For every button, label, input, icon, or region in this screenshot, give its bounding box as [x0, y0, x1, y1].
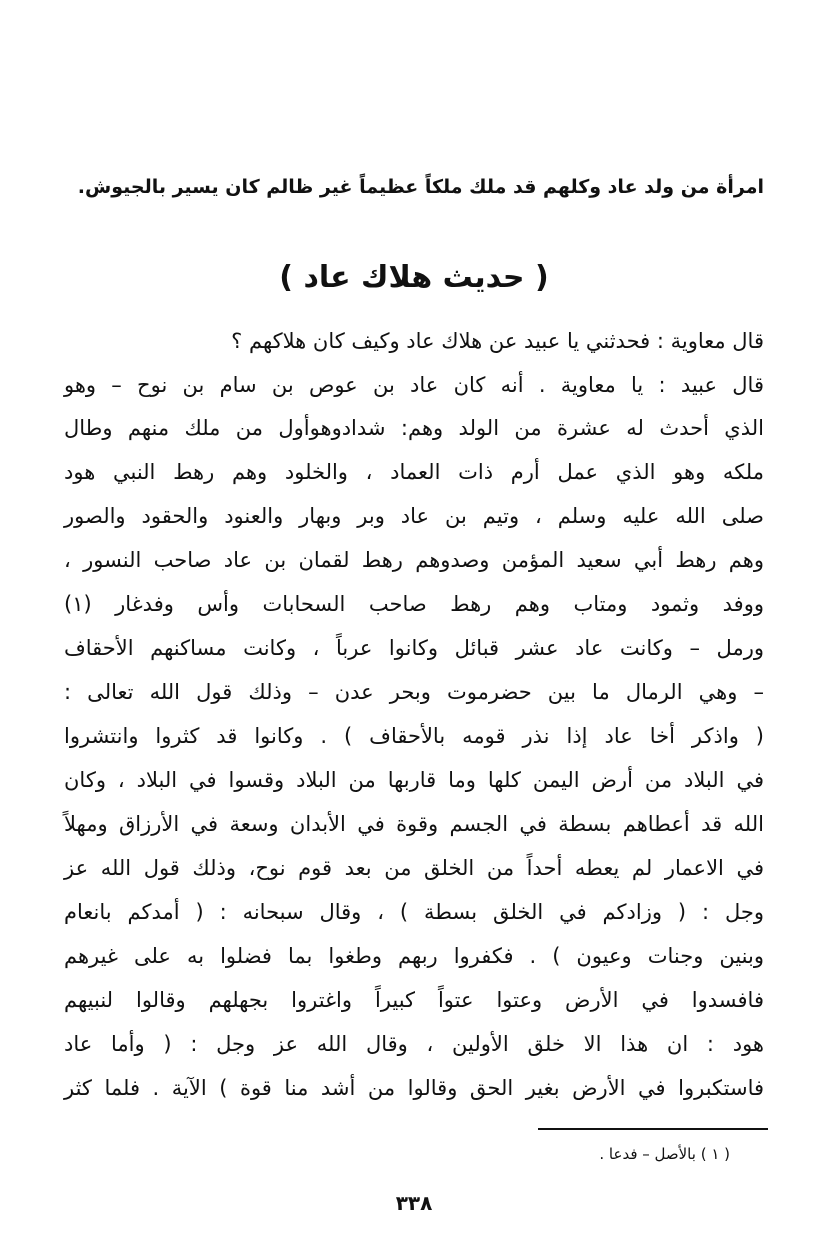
body-line: وجل : ( وزادكم في الخلق بسطة ) ، وقال سبحانه : ( أمدكم بانعام [64, 900, 764, 924]
body-line: الذي أحدث له عشرة من الولد وهم: شدادوهوأول من ملك منهم وطال [64, 416, 764, 440]
body-line: وبنين وجنات وعيون ) . فكفروا ربهم وطغوا بما فضلوا به على غيرهم [64, 944, 764, 968]
body-line: قال معاوية : فحدثني يا عبيد عن هلاك عاد وكيف كان هلاكهم ؟ [231, 329, 764, 353]
footnote-divider [538, 1128, 768, 1130]
body-line: ملكه وهو الذي عمل أرم ذات العماد ، والخلود وهم رهط النبي هود [64, 460, 764, 484]
intro-line: امرأة من ولد عاد وكلهم قد ملك ملكاً عظيماً غير ظالم كان يسير بالجيوش. [77, 176, 764, 198]
body-line: ( واذكر أخا عاد إذا نذر قومه بالأحقاف ) . وكانوا قد كثروا وانتشروا [64, 724, 764, 748]
body-line: في الاعمار لم يعطه أحداً من الخلق من بعد قوم نوح، وذلك قول الله عز [64, 856, 764, 880]
footnote: ( ١ ) بالأصل – فدعا . [599, 1145, 730, 1163]
body-line: ورمل – وكانت عاد عشر قبائل وكانوا عرباً ، وكانت مساكنهم الأحقاف [64, 636, 764, 660]
body-line: فاستكبروا في الأرض بغير الحق وقالوا من أشد منا قوة ) الآية . فلما كثر [64, 1076, 764, 1100]
body-line: – وهي الرمال ما بين حضرموت وبحر عدن – وذلك قول الله تعالى : [64, 680, 764, 704]
body-line: ووفد وثمود ومتاب وهم رهط صاحب السحابات وأس وفدغار (١) [64, 592, 764, 616]
page-number: ٣٣٨ [395, 1191, 433, 1215]
body-line: هود : ان هذا الا خلق الأولين ، وقال الله عز وجل : ( وأما عاد [64, 1032, 764, 1056]
body-line: وهم رهط أبي سعيد المؤمن وصدوهم رهط لقمان بن عاد صاحب النسور ، [64, 548, 764, 572]
body-line: في البلاد من أرض اليمن كلها وما قاربها من البلاد وقسوا في البلاد ، وكان [64, 768, 764, 792]
section-heading: ( حديث هلاك عاد ) [279, 260, 549, 295]
body-line: الله قد أعطاهم بسطة في الجسم وقوة في الأبدان وسعة في الأرزاق ومهلاً [64, 812, 764, 836]
body-line: صلى الله عليه وسلم ، وتيم بن عاد وبر وبهار والعنود والحقود والصور [64, 504, 764, 528]
body-line: فافسدوا في الأرض وعتوا عتواً كبيراً واغتروا بجهلهم وقالوا لنبيهم [64, 988, 764, 1012]
body-line: قال عبيد : يا معاوية . أنه كان عاد بن عوص بن سام بن نوح – وهو [64, 373, 764, 397]
